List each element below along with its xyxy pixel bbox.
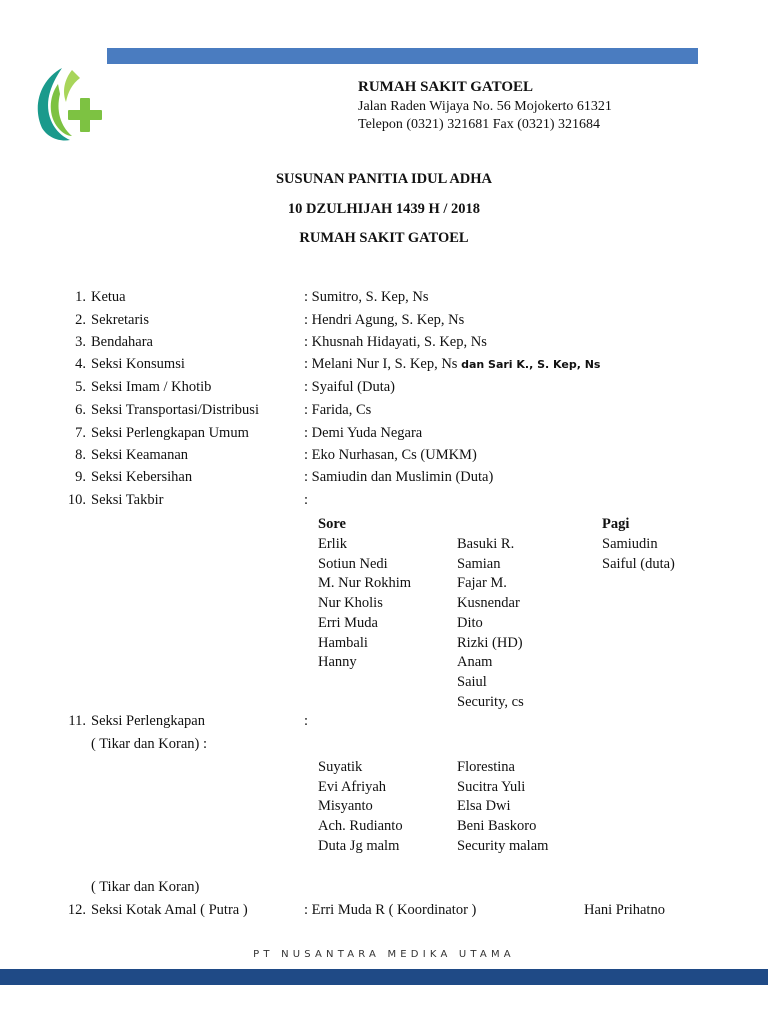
item-number: 8. (75, 447, 86, 463)
item-role: Seksi Imam / Khotib (91, 379, 212, 395)
item-role: Seksi Keamanan (91, 447, 189, 463)
item-value: : (304, 492, 309, 508)
list-item: Samiudin (602, 536, 658, 552)
item-role: Ketua (91, 289, 126, 305)
item-value-extra: dan Sari K., S. Kep, Ns (461, 358, 601, 371)
list-item: Erlik (318, 536, 347, 552)
takbir-pagi-col (602, 535, 675, 574)
item-role: Seksi Kebersihan (91, 469, 193, 485)
perlengkapan-col2 (457, 758, 548, 857)
item-number: 12. (67, 902, 86, 918)
takbir-pagi-label: Pagi (602, 516, 630, 532)
item-number: 2. (75, 312, 86, 328)
list-item: Saiful (duta) (602, 555, 675, 572)
list-item: Security, cs (457, 693, 524, 710)
item-number: 5. (75, 379, 86, 395)
item-value: : Samiudin dan Muslimin (Duta) (304, 469, 494, 485)
item-value: : Farida, Cs (304, 402, 372, 418)
list-item: Duta Jg malm (318, 837, 400, 854)
list-item: Anam (457, 654, 493, 671)
list-item: Hanny (318, 654, 357, 671)
item-colon: : (304, 713, 309, 729)
list-item: Erri Muda (318, 614, 378, 631)
list-item: Evi Afriyah (318, 778, 387, 795)
item-number: 7. (75, 425, 86, 441)
list-item: Fajar M. (457, 575, 507, 592)
item-number: 3. (75, 334, 86, 350)
list-item: Rizki (HD) (457, 634, 523, 651)
item-role: Bendahara (91, 334, 153, 350)
list-item: Elsa Dwi (457, 798, 511, 815)
list-item: Misyanto (318, 798, 373, 815)
item-number: 10. (67, 492, 86, 508)
list-item: Hambali (318, 634, 368, 651)
footer-company: PT NUSANTARA MEDIKA UTAMA (253, 949, 515, 960)
item-value: : Khusnah Hidayati, S. Kep, Ns (304, 334, 487, 350)
item-sub-label: ( Tikar dan Koran) : (91, 736, 207, 752)
list-item: Sotiun Nedi (318, 555, 388, 572)
item-role: Seksi Transportasi/Distribusi (91, 402, 259, 418)
item-role: Seksi Perlengkapan (91, 713, 205, 729)
item-role: Sekretaris (91, 312, 149, 328)
footer-color-bar (0, 969, 768, 985)
list-item: Ach. Rudianto (318, 818, 403, 835)
item-number: 1. (75, 289, 86, 305)
hospital-address: Jalan Raden Wijaya No. 56 Mojokerto 61321 (358, 99, 612, 114)
item-value: : Sumitro, S. Kep, Ns (304, 289, 429, 305)
list-item: Security malam (457, 837, 549, 854)
item-number: 9. (75, 469, 86, 485)
hospital-logo-icon (30, 66, 112, 142)
item-value: : Demi Yuda Negara (304, 425, 423, 441)
item-value: : Melani Nur I, S. Kep, Ns dan Sari K., S. Kep, Ns (304, 356, 601, 372)
list-item: Sucitra Yuli (457, 778, 526, 795)
list-item: Florestina (457, 759, 515, 775)
list-item: Beni Baskoro (457, 818, 537, 835)
item-role: Seksi Kotak Amal ( Putra ) (91, 902, 248, 918)
list-item: Nur Kholis (318, 595, 383, 612)
takbir-sore-label: Sore (318, 516, 346, 532)
item-sub-label: ( Tikar dan Koran) (91, 879, 200, 895)
item-value: : Hendri Agung, S. Kep, Ns (304, 312, 465, 328)
list-item: Basuki R. (457, 536, 515, 552)
document-date: 10 DZULHIJAH 1439 H / 2018 (287, 201, 481, 217)
list-item: Dito (457, 614, 483, 631)
item-value: : Eko Nurhasan, Cs (UMKM) (304, 447, 477, 463)
hospital-phone: Telepon (0321) 321681 Fax (0321) 321684 (358, 117, 601, 132)
document-title: SUSUNAN PANITIA IDUL ADHA (275, 171, 493, 187)
takbir-sore-col2 (457, 535, 524, 712)
takbir-sore-col1 (318, 535, 411, 673)
item-number: 4. (75, 356, 86, 372)
list-item: Saiul (457, 673, 487, 690)
list-item: M. Nur Rokhim (318, 575, 412, 592)
item-role: Seksi Takbir (91, 492, 164, 508)
item-number: 11. (68, 713, 86, 729)
list-item: Kusnendar (457, 595, 520, 612)
perlengkapan-col1 (318, 758, 403, 857)
item-number: 6. (75, 402, 86, 418)
header-color-bar (107, 48, 698, 64)
item-value-extra: Hani Prihatno (584, 902, 665, 918)
hospital-name: RUMAH SAKIT GATOEL (358, 79, 534, 95)
item-value: : Erri Muda R ( Koordinator ) (304, 902, 477, 918)
item-role: Seksi Konsumsi (91, 356, 185, 372)
item-role: Seksi Perlengkapan Umum (91, 425, 249, 441)
list-item: Suyatik (318, 759, 363, 775)
item-value: : Syaiful (Duta) (304, 379, 396, 395)
document-organization: RUMAH SAKIT GATOEL (299, 230, 469, 246)
list-item: Samian (457, 555, 501, 572)
